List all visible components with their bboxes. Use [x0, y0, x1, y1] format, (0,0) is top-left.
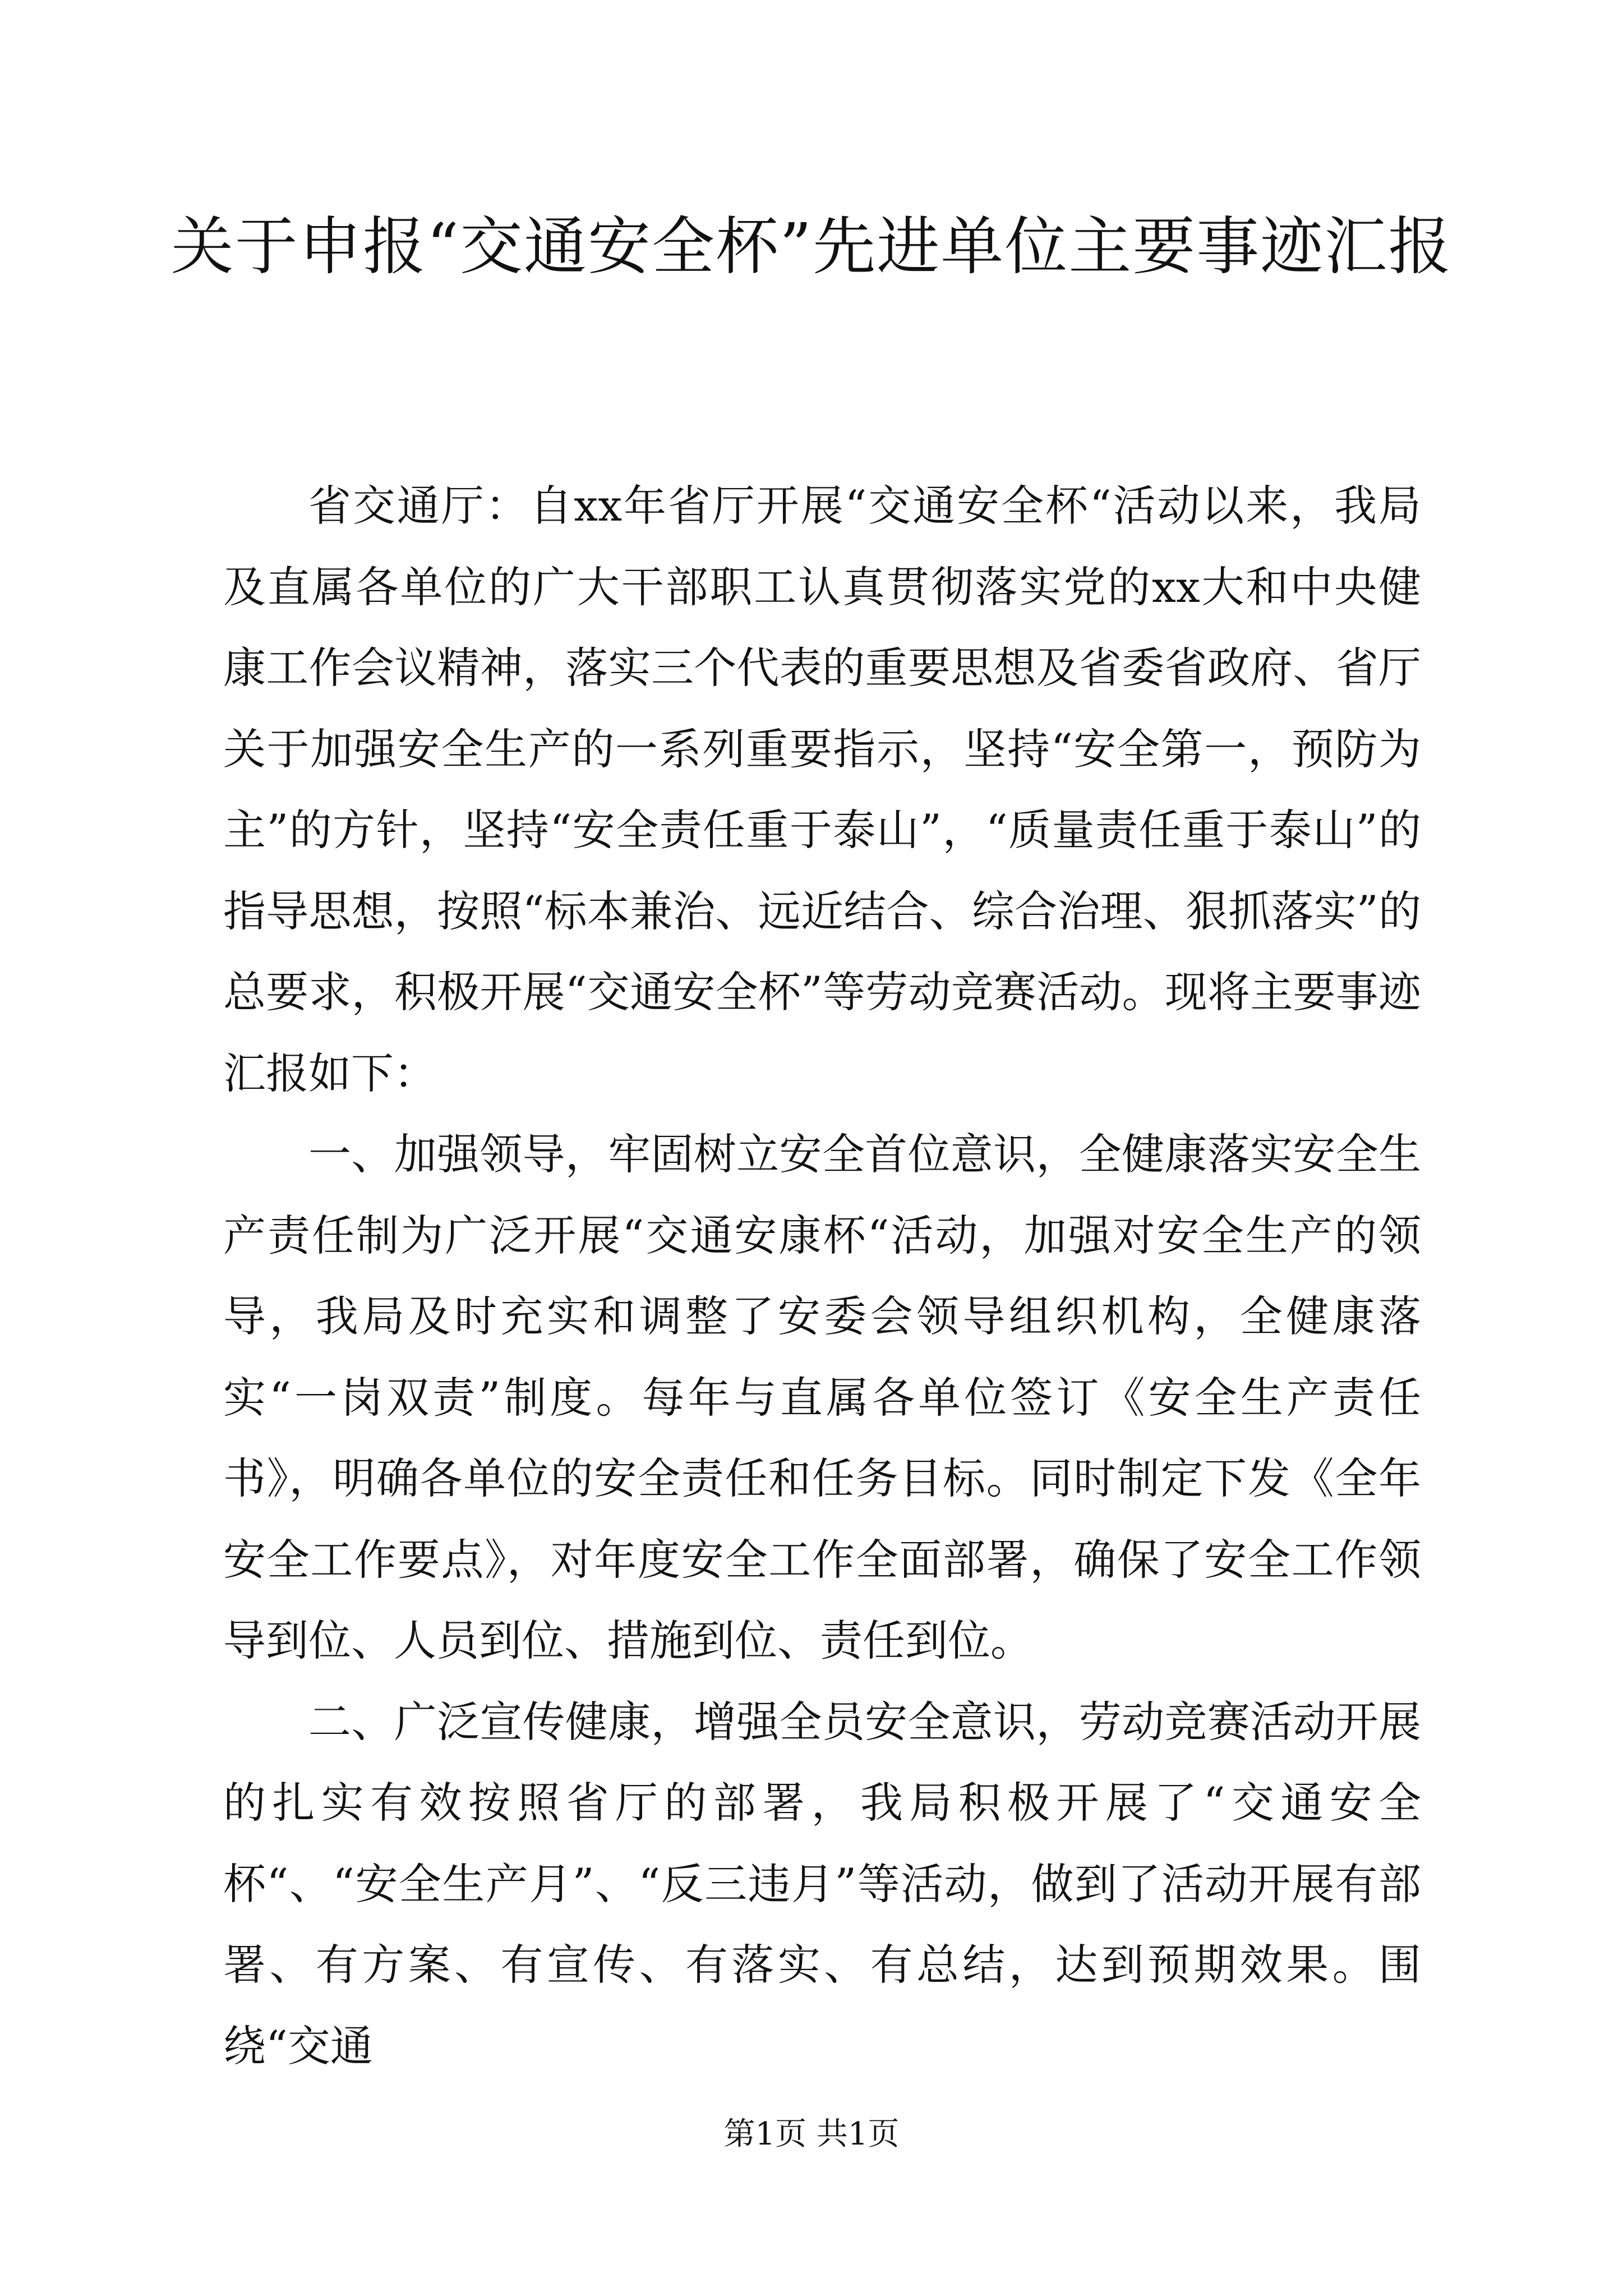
paragraph-section-one: 一、加强领导，牢固树立安全首位意识，全健康落实安全生产责任制为广泛开展“交通安康杯“活动，加强对安全生产的领导，我局及时充实和调整了安委会领导组织机构，全健康落实“一岗双责”制度。每年与直属各单位签订《安全生产责任书》，明确各单位的安全责任和任务目标。同时制定下发《全年安全工作要点》，对年度安全工作全面部署，确保了安全工作领导到位、人员到位、措施到位、责任到位。: [223, 1129, 1421, 1665]
paragraph-section-two: 二、广泛宣传健康，增强全员安全意识，劳动竞赛活动开展的扎实有效按照省厅的部署，我局积极开展了“交通安全杯“、“安全生产月”、“反三违月”等活动，做到了活动开展有部署、有方案、有宣传、有落实、有总结，达到预期效果。围绕“交通: [223, 1696, 1421, 2071]
document-title: 关于申报“交通安全杯”先进单位主要事迹汇报: [170, 210, 1453, 283]
paragraph-intro: 省交通厅：自xx年省厅开展“交通安全杯“活动以来，我局及直属各单位的广大干部职工认真贯彻落实党的xx大和中央健康工作会议精神，落实三个代表的重要思想及省委省政府、省厅关于加强安全生产的一系列重要指示，坚持“安全第一，预防为主”的方针，坚持“安全责任重于泰山”，“质量责任重于泰山”的指导思想，按照“标本兼治、远近结合、综合治理、狠抓落实”的总要求，积极开展“交通安全杯”等劳动竞赛活动。现将主要事迹汇报如下：: [223, 481, 1421, 1098]
document-body: [223, 466, 1421, 2087]
page-number-footer: 第1页 共1页: [723, 2116, 900, 2152]
